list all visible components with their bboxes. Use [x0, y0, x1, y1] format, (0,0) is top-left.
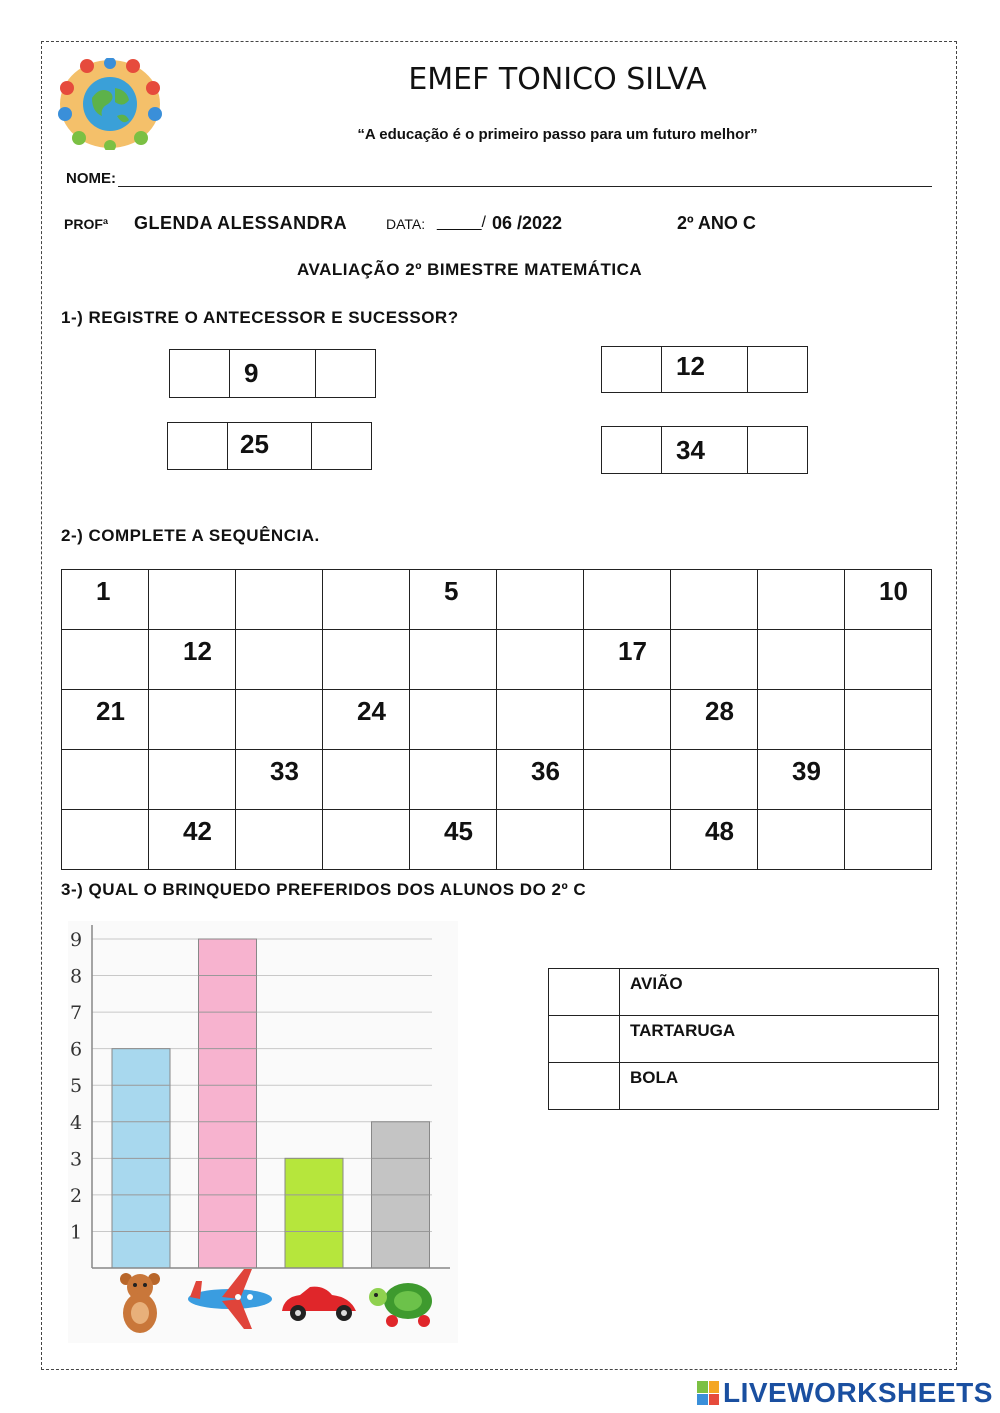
number-cell: 25 [228, 423, 312, 470]
q3-title: 3-) QUAL O BRINQUEDO PREFERIDOS DOS ALUNOS DO 2º C [61, 880, 587, 899]
sequence-cell[interactable] [236, 810, 323, 870]
sequence-cell[interactable] [584, 810, 671, 870]
sequence-cell: 42 [149, 810, 236, 870]
sequence-cell: 33 [236, 750, 323, 810]
name-field[interactable] [118, 170, 932, 187]
successor-cell[interactable] [748, 427, 808, 474]
legend-label-aviao: AVIÃO [620, 969, 939, 1016]
y-tick-label: 7 [70, 1002, 83, 1025]
sequence-cell[interactable] [236, 630, 323, 690]
y-tick-label: 1 [70, 1221, 83, 1244]
q1-box-34 [601, 426, 808, 474]
name-row [66, 170, 932, 187]
sequence-cell[interactable] [497, 690, 584, 750]
sequence-cell: 5 [410, 570, 497, 630]
successor-cell[interactable] [316, 350, 376, 398]
sequence-cell[interactable] [62, 630, 149, 690]
name-label: NOME: [66, 170, 116, 187]
sequence-grid [61, 569, 932, 870]
sequence-cell[interactable] [584, 750, 671, 810]
sequence-cell[interactable] [584, 570, 671, 630]
q1-title: 1-) REGISTRE O ANTECESSOR E SUCESSOR? [61, 308, 459, 327]
sequence-cell: 1 [62, 570, 149, 630]
answer-cell-tartaruga[interactable] [549, 1016, 620, 1063]
sequence-cell: 48 [671, 810, 758, 870]
sequence-cell[interactable] [236, 570, 323, 630]
brand-text: LIVEWORKSHEETS [723, 1377, 993, 1408]
successor-cell[interactable] [312, 423, 372, 470]
bar-avião [199, 939, 257, 1268]
number-cell: 34 [662, 427, 748, 474]
sequence-cell[interactable] [845, 690, 932, 750]
sequence-cell: 17 [584, 630, 671, 690]
sequence-row [62, 690, 932, 750]
liveworksheets-brand[interactable] [697, 1377, 993, 1409]
school-logo [57, 58, 163, 150]
sequence-cell: 21 [62, 690, 149, 750]
predecessor-cell[interactable] [602, 427, 662, 474]
date-value: 06 /2022 [487, 213, 563, 233]
sequence-row [62, 630, 932, 690]
toy-legend-table [548, 968, 939, 1110]
sequence-cell[interactable] [845, 750, 932, 810]
teddy-bear-icon [120, 1273, 160, 1333]
sequence-cell[interactable] [62, 750, 149, 810]
teacher-label: PROFª [64, 216, 109, 232]
sequence-cell[interactable] [410, 690, 497, 750]
sequence-cell[interactable] [584, 690, 671, 750]
exam-title: AVALIAÇÃO 2º BIMESTRE MATEMÁTICA [297, 260, 643, 279]
sequence-cell[interactable] [758, 810, 845, 870]
y-tick-label: 5 [70, 1075, 83, 1098]
sequence-cell[interactable] [149, 570, 236, 630]
sequence-cell[interactable] [845, 630, 932, 690]
date-blank[interactable]: _____/ [437, 214, 486, 231]
sequence-cell[interactable] [62, 810, 149, 870]
answer-cell-bola[interactable] [549, 1063, 620, 1110]
sequence-row [62, 570, 932, 630]
y-tick-label: 6 [70, 1038, 83, 1061]
sequence-row [62, 810, 932, 870]
school-title: EMEF TONICO SILVA [408, 62, 707, 97]
sequence-cell[interactable] [323, 750, 410, 810]
y-tick-label: 3 [70, 1148, 83, 1171]
sequence-cell[interactable] [845, 810, 932, 870]
toy-bar-chart [68, 921, 458, 1343]
predecessor-cell[interactable] [168, 423, 228, 470]
class-label: 2º ANO C [677, 213, 756, 233]
y-tick-label: 9 [70, 929, 83, 951]
sequence-cell[interactable] [410, 630, 497, 690]
sequence-cell[interactable] [497, 810, 584, 870]
successor-cell[interactable] [748, 347, 808, 393]
sequence-cell[interactable] [149, 690, 236, 750]
sequence-cell[interactable] [323, 810, 410, 870]
sequence-cell: 36 [497, 750, 584, 810]
sequence-cell: 39 [758, 750, 845, 810]
liveworksheets-logo-icon [697, 1381, 719, 1405]
number-cell: 9 [230, 350, 316, 398]
y-tick-label: 8 [70, 965, 83, 988]
sequence-row [62, 750, 932, 810]
legend-label-tartaruga: TARTARUGA [620, 1016, 939, 1063]
bar-carro [285, 1158, 343, 1268]
sequence-cell[interactable] [497, 630, 584, 690]
q1-box-9 [169, 349, 376, 398]
sequence-cell[interactable] [758, 630, 845, 690]
q1-box-25 [167, 422, 372, 470]
sequence-cell[interactable] [410, 750, 497, 810]
answer-cell-aviao[interactable] [549, 969, 620, 1016]
sequence-cell: 12 [149, 630, 236, 690]
y-tick-label: 4 [70, 1111, 83, 1134]
sequence-cell: 24 [323, 690, 410, 750]
predecessor-cell[interactable] [602, 347, 662, 393]
sequence-cell[interactable] [497, 570, 584, 630]
predecessor-cell[interactable] [170, 350, 230, 398]
q1-box-12 [601, 346, 808, 393]
sequence-cell: 45 [410, 810, 497, 870]
sequence-cell[interactable] [323, 570, 410, 630]
sequence-cell[interactable] [758, 570, 845, 630]
sequence-cell[interactable] [671, 570, 758, 630]
q2-title: 2-) COMPLETE A SEQUÊNCIA. [61, 526, 320, 545]
sequence-cell[interactable] [149, 750, 236, 810]
school-motto: “A educação é o primeiro passo para um futuro melhor” [357, 126, 758, 143]
sequence-cell: 10 [845, 570, 932, 630]
sequence-cell: 28 [671, 690, 758, 750]
sequence-cell[interactable] [671, 750, 758, 810]
sequence-cell[interactable] [671, 630, 758, 690]
sequence-cell[interactable] [758, 690, 845, 750]
legend-label-bola: BOLA [620, 1063, 939, 1110]
y-tick-label: 2 [70, 1184, 83, 1207]
teacher-name: GLENDA ALESSANDRA [134, 213, 348, 233]
date-label: DATA: [386, 216, 426, 232]
sequence-cell[interactable] [323, 630, 410, 690]
sequence-cell[interactable] [236, 690, 323, 750]
number-cell: 12 [662, 347, 748, 393]
